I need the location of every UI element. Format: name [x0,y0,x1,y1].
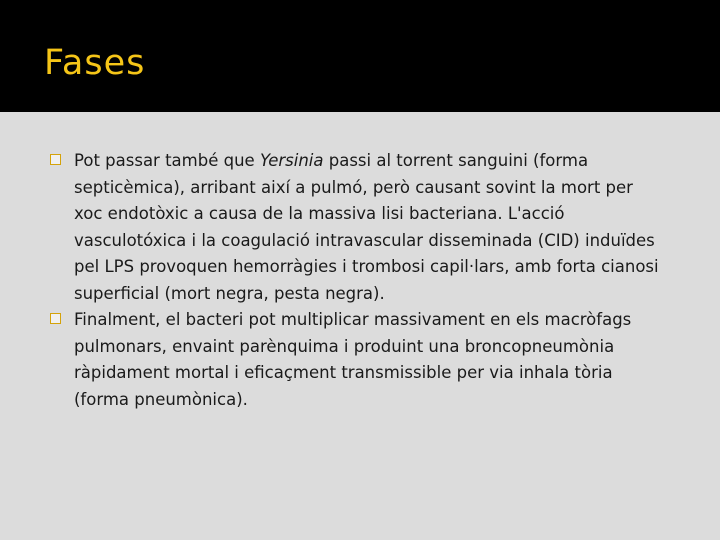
bullet-text-before: Pot passar també que [74,151,260,170]
bullet-text: Finalment, el bacteri pot multiplicar massivament en els macròfags pulmonars, envaint parènquima i produint una broncopneumònia ràpidament mortal i eficaçment transmissible per via inhala tòria (forma pneumònica). [74,310,632,409]
bullet-item-pneumonic [0,307,664,413]
bullet-item-septicemic [0,148,664,307]
slide-content [0,112,720,540]
square-bullet-icon [50,313,61,324]
slide-title: Fases [44,43,146,83]
title-band [0,0,720,112]
bullet-text-italic: Yersinia [259,151,324,170]
bullet-list [0,148,720,413]
bullet-text-after: passi al torrent sanguini (forma septicèmica), arribant així a pulmó, però causant sovint la mort per xoc endotòxic a causa de la massiva lisi bacteriana. L'acció vasculotóxica i la coagulació intravascular disseminada (CID) induïdes pel LPS provoquen hemorràgies i trombosi capil·lars, amb forta cianosi superficial (mort negra, pesta negra). [74,151,659,303]
square-bullet-icon [50,154,61,165]
